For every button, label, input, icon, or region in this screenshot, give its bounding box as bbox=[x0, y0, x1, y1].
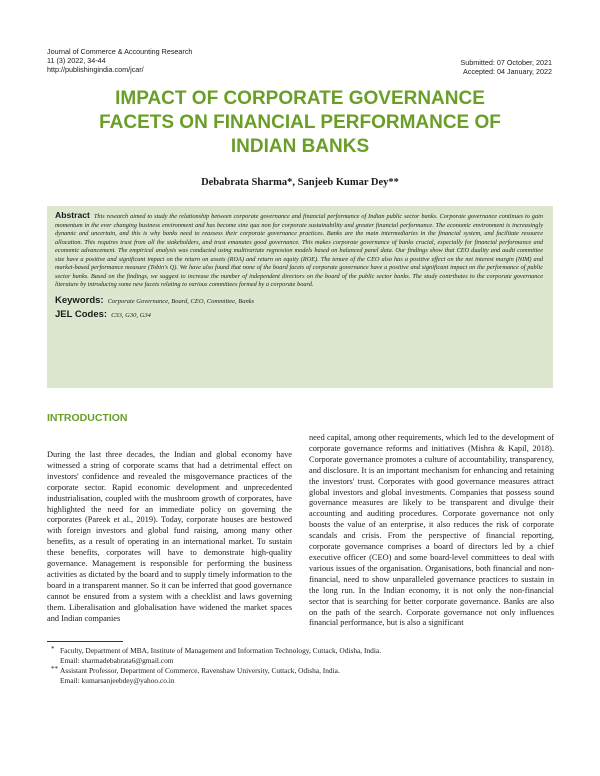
intro-right-text: need capital, among other requirements, which led to the development of corporate governance reforms and initiatives (Mishra & Kapil, 2018). Corporate governance promotes a culture of accountability, transparency, and disclosure. It is an important mechanism for enhancing and retaining the investors' trust. Corporates with good governance measures attract global investors and global investments. Companies that possess sound governance measures are likely to be transparent and divulge their accounting and auditing procedures. Corporate governance not only boosts the value of an enterprise, it also reduces the risk of corporate scandals and crisis. From the perspective of financial reporting, corporate governance comprises a board of directors led by a chief executive officer (CEO) and some board-level committees to deal with various issues of the organisation. Organisations, both financial and non-financial, need to show unparalleled governance practices to sustain in the long run. In the Indian economy, it is not only the non-financial sector that is searching for better corporate governance. Banks are also on the path of the search. Corporate governance not only influences financial performance, but is also a significant bbox=[309, 433, 554, 628]
abstract-box bbox=[47, 206, 553, 388]
dates-header bbox=[461, 58, 553, 76]
journal-header bbox=[47, 47, 192, 75]
title-line-3: INDIAN BANKS bbox=[230, 136, 370, 157]
title-line-2: FACETS ON FINANCIAL PERFORMANCE OF bbox=[99, 112, 501, 133]
footnote-1-mark: * bbox=[51, 645, 55, 653]
left-column bbox=[47, 450, 292, 625]
intro-left-text: During the last three decades, the Indian and global economy have witnessed a string of corporate scams that had a detrimental effect on investors' confidence and revealed the misgovernance practices of the corporate sector. Rapid economic development and unprecedented industrialisation, coupled with the mushroom growth of corporates, have highlighted the need for an immediate policy on governing the corporates (Pareek et al., 2019). Today, corporate houses are bestowed with foreign investors and global fund raising, among many other benefits, as a result of operating in an international market. To sustain these benefits, corporates will have to demonstrate high-quality governance. Management is responsible for performing the business activities as dictated by the board and to supply timely information to the board in a transparent manner. So it can be inferred that good governance cannot be ensured from a system with a checklist and laws governing them. Liberalisation and globalisation have widened the market spaces and Indian companies bbox=[47, 450, 292, 623]
journal-url[interactable]: http://publishingindia.com/jcar/ bbox=[47, 65, 144, 75]
journal-issue: 11 (3) 2022, 34-44 bbox=[47, 56, 106, 66]
jel-text: C33, G30, G34 bbox=[111, 311, 151, 319]
footnote-2-mark: ** bbox=[51, 665, 58, 673]
journal-name: Journal of Commerce & Accounting Research bbox=[47, 47, 193, 56]
right-column bbox=[309, 433, 554, 629]
footnote-2-affiliation: Assistant Professor, Department of Commerce, Ravenshaw University, Cuttack, Odisha, India. bbox=[60, 666, 340, 675]
footnotes bbox=[47, 646, 381, 686]
accepted-date: Accepted: 04 January, 2022 bbox=[463, 67, 552, 77]
keywords-text: Corporate Governance, Board, CEO, Committee, Banks bbox=[107, 297, 255, 305]
keywords-label: Keywords: bbox=[55, 294, 104, 306]
abstract-paragraph bbox=[55, 211, 543, 290]
footnote-1 bbox=[47, 646, 381, 656]
keywords-line bbox=[55, 295, 543, 306]
footnote-1-email[interactable]: Email: sharmadebabrata6@gmail.com bbox=[60, 656, 174, 665]
title-line-1: IMPACT OF CORPORATE GOVERNANCE bbox=[115, 88, 485, 109]
footnote-1-affiliation: Faculty, Department of MBA, Institute of Management and Information Technology, Cuttack, Odisha, India. bbox=[60, 646, 382, 655]
footnote-divider bbox=[47, 641, 123, 642]
paper-title bbox=[40, 87, 560, 159]
footnote-2 bbox=[47, 666, 381, 676]
jel-line bbox=[55, 309, 543, 320]
abstract-text: This research aimed to study the relationship between corporate governance and financial performance of Indian public sector banks. Corporate governance continues to gain momentum in the ever changing business environment and has become sine qua non for corporate sustainability and greater financial performance. The economic environment is increasingly dynamic and uncertain, and this is why banks need to reassess their corporate governance practices. Banks are the main intermediaries in the financial system, and facilitate resource allocation. This requires trust from all the stakeholders, and trust emanates good governance. This makes corporate governance of banks crucial, especially for financial performance and economic advancement. The empirical analysis was conducted using multivariate regression models based on balanced panel data. Our findings show that CEO duality and audit committee size have a positive and significant impact on the return on assets (ROA) and return on equity (ROE). The tenure of the CEO also has a positive effect on the net interest margin (NIM) and market-based performance measure (Tobin's Q). We have also found that none of the board facets of corporate governance have a positive and significant impact on the performance of public sector banks. Based on the findings, we suggest to increase the number of independent directors on the board of the public sector banks. The study contributes to the corporate governance literature by introducing some new facets relating to various committees formed by a corporate board. bbox=[55, 213, 543, 289]
footnote-2-email[interactable]: Email: kumarsanjeebdey@yahoo.co.in bbox=[60, 676, 175, 685]
introduction-heading: INTRODUCTION bbox=[47, 412, 128, 424]
submitted-date: Submitted: 07 October, 2021 bbox=[460, 58, 552, 67]
abstract-label: Abstract bbox=[55, 210, 90, 220]
authors: Debabrata Sharma*, Sanjeeb Kumar Dey** bbox=[201, 177, 399, 188]
jel-label: JEL Codes: bbox=[55, 308, 108, 320]
